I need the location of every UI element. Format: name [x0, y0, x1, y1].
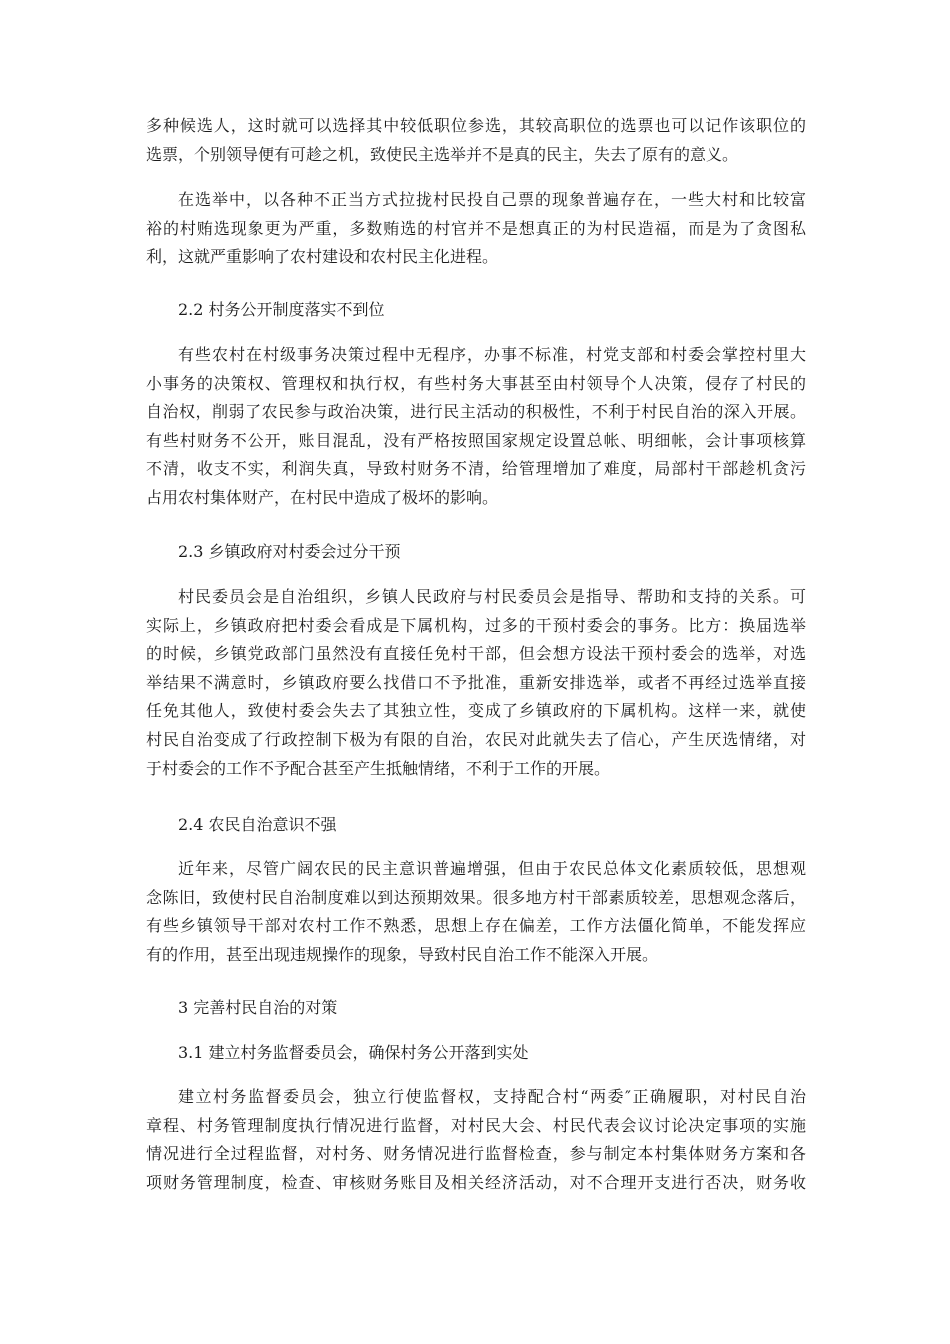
text-line: 村民自治变成了行政控制下极为有限的自治，农民对此就失去了信心，产生厌选情绪，对 — [146, 729, 806, 749]
text-line: 有些农村在村级事务决策过程中无程序，办事不标准，村党支部和村委会掌控村里大 — [178, 345, 806, 364]
heading-2-2: 2.2 村务公开制度落实不到位 — [178, 300, 385, 319]
heading-3: 3 完善村民自治的对策 — [178, 998, 338, 1017]
text-line: 选票，个别领导便有可趁之机，致使民主选举并不是真的民主，失去了原有的意义。 — [146, 144, 739, 164]
paragraph-township-interference — [146, 583, 806, 783]
text-line: 情况进行全过程监督，对村务、财务情况进行监督检查，参与制定本村集体财务方案和各 — [146, 1144, 806, 1164]
text-line: 于村委会的工作不予配合甚至产生抵触情绪，不利于工作的开展。 — [146, 758, 611, 778]
text-line: 建立村务监督委员会，独立行使监督权，支持配合村“两委″正确履职，对村民自治 — [178, 1087, 806, 1106]
text-line: 章程、村务管理制度执行情况进行监督，对村民大会、村民代表会议讨论决定事项的实施 — [146, 1115, 806, 1135]
text-line: 多种候选人，这时就可以选择其中较低职位参选，其较高职位的选票也可以记作该职位的 — [146, 116, 806, 135]
heading-2-4: 2.4 农民自治意识不强 — [178, 815, 337, 834]
paragraph-selection-abuse — [146, 112, 806, 169]
paragraph-self-governance-awareness — [146, 855, 806, 969]
heading-2-3: 2.3 乡镇政府对村委会过分干预 — [178, 542, 401, 561]
text-line: 不清，收支不实，利润失真，导致村财务不清，给管理增加了难度，局部村干部趁机贪污 — [146, 459, 806, 479]
text-line: 有的作用，甚至出现违规操作的现象，导致村民自治工作不能深入开展。 — [146, 944, 659, 964]
text-line: 项财务管理制度，检查、审核财务账目及相关经济活动，对不合理开支进行否决，财务收 — [146, 1172, 806, 1192]
text-line: 举结果不满意时，乡镇政府要么找借口不予批准，重新安排选举，或者不再经过选举直接 — [146, 672, 806, 692]
text-line: 有些乡镇领导干部对农村工作不熟悉，思想上存在偏差，工作方法僵化简单，不能发挥应 — [146, 916, 806, 936]
text-line: 自治权，削弱了农民参与政治决策，进行民主活动的积极性，不利于村民自治的深入开展。 — [146, 402, 806, 422]
text-line: 小事务的决策权、管理权和执行权，有些村务大事甚至由村领导个人决策，侵存了村民的 — [146, 373, 806, 393]
paragraph-bribery — [146, 186, 806, 272]
text-line: 村民委员会是自治组织，乡镇人民政府与村民委员会是指导、帮助和支持的关系。可 — [178, 587, 806, 606]
text-line: 裕的村贿选现象更为严重，多数贿选的村官并不是想真正的为村民造福，而是为了贪图私 — [146, 218, 806, 238]
heading-3-1: 3.1 建立村务监督委员会，确保村务公开落到实处 — [178, 1043, 529, 1062]
text-line: 近年来，尽管广阔农民的民主意识普遍增强，但由于农民总体文化素质较低，思想观 — [178, 859, 806, 878]
text-line: 实际上，乡镇政府把村委会看成是下属机构，过多的干预村委会的事务。比方：换届选举 — [146, 615, 806, 635]
text-line: 念陈旧，致使村民自治制度难以到达预期效果。很多地方村干部素质较差，思想观念落后， — [146, 887, 806, 907]
text-line: 利，这就严重影响了农村建设和农村民主化进程。 — [146, 247, 499, 267]
text-line: 在选举中，以各种不正当方式拉拢村民投自己票的现象普遍存在，一些大村和比较富 — [178, 190, 806, 209]
text-line: 有些村财务不公开，账目混乱，没有严格按照国家规定设置总帐、明细帐，会计事项核算 — [146, 430, 806, 450]
paragraph-village-affairs — [146, 341, 806, 513]
paragraph-supervision-committee — [146, 1083, 806, 1197]
text-line: 任免其他人，致使村委会失去了其独立性，变成了乡镇政府的下属机构。这样一来，就使 — [146, 701, 806, 721]
text-line: 的时候，乡镇党政部门虽然没有直接任免村干部，但会想方设法干预村委会的选举，对选 — [146, 644, 806, 664]
text-line: 占用农村集体财产，在村民中造成了极坏的影响。 — [146, 487, 499, 507]
